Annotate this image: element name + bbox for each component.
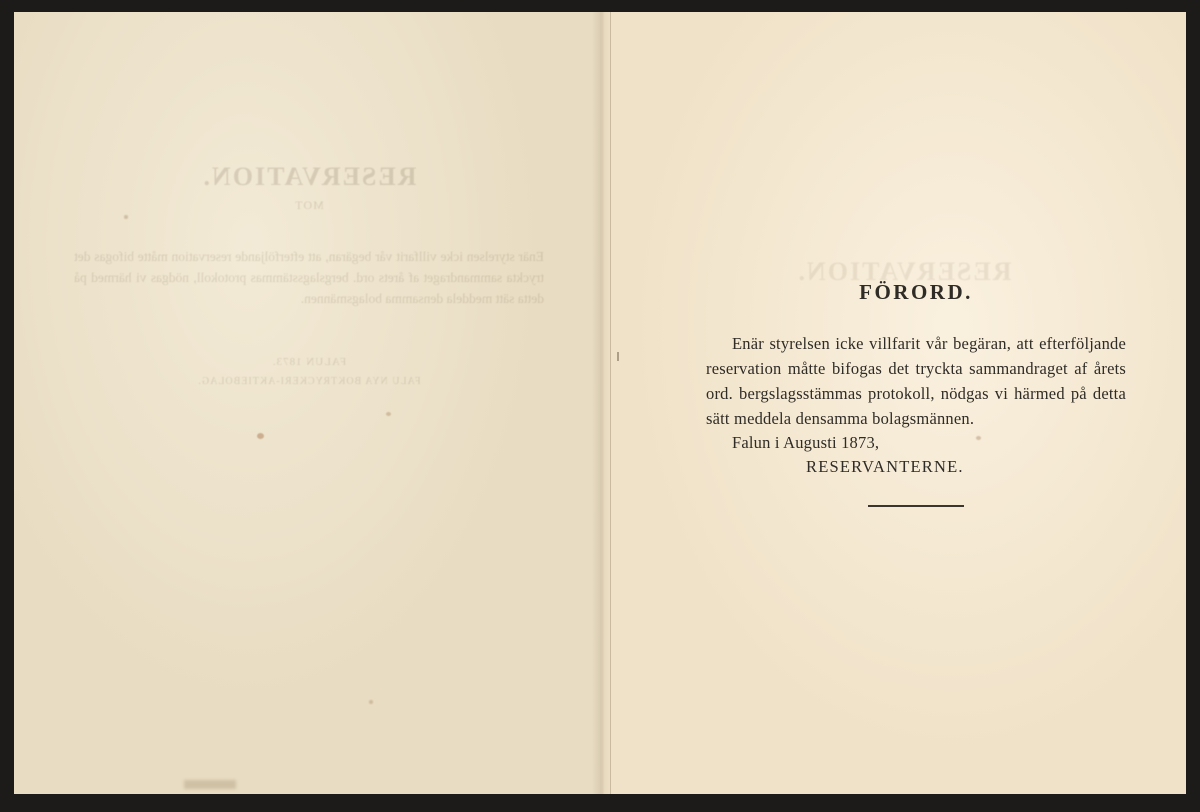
book-gutter-shadow bbox=[592, 12, 612, 794]
paper-spot bbox=[386, 412, 391, 416]
signature-line: RESERVANTERNE. bbox=[806, 457, 964, 477]
place-and-date: Falun i Augusti 1873, bbox=[732, 433, 880, 453]
showthrough-subtitle: MOT bbox=[294, 198, 324, 212]
horizontal-rule-divider bbox=[868, 505, 964, 507]
page-title: FÖRORD. bbox=[859, 280, 973, 304]
book-spread bbox=[14, 12, 1186, 794]
showthrough-text-left bbox=[74, 162, 544, 542]
showthrough-body: Enär styrelsen icke villfarit vår begäran, att efterföljande reservation måtte bifogas det tryckta sammandraget af årets ord. bergslagsstämmas protokoll, nödgas vi härmed på detta sätt meddela densamma bolagsmännen. bbox=[74, 249, 544, 306]
paper-spot bbox=[124, 215, 128, 219]
showthrough-title: RESERVATION. bbox=[201, 162, 417, 191]
foreword-text-block bbox=[706, 280, 1126, 507]
book-gutter-line bbox=[610, 12, 611, 794]
left-page-verso bbox=[14, 12, 601, 794]
showthrough-footer-secondary: FALU NYA BOKTRYCKERI-AKTIEBOLAG. bbox=[197, 375, 421, 387]
paper-edge-mark bbox=[184, 780, 236, 789]
foreword-paragraph: Enär styrelsen icke villfarit vår begäran, att efterföljande reservation måtte bifogas det tryckta sammandraget af årets ord. bergslagsstämmas protokoll, nödgas vi härmed på detta sätt meddela densamma bolagsmännen. bbox=[706, 334, 1126, 429]
paper-spot bbox=[257, 433, 264, 439]
paper-spot bbox=[369, 700, 373, 704]
showthrough-footer: FALUN 1873. bbox=[271, 355, 347, 368]
